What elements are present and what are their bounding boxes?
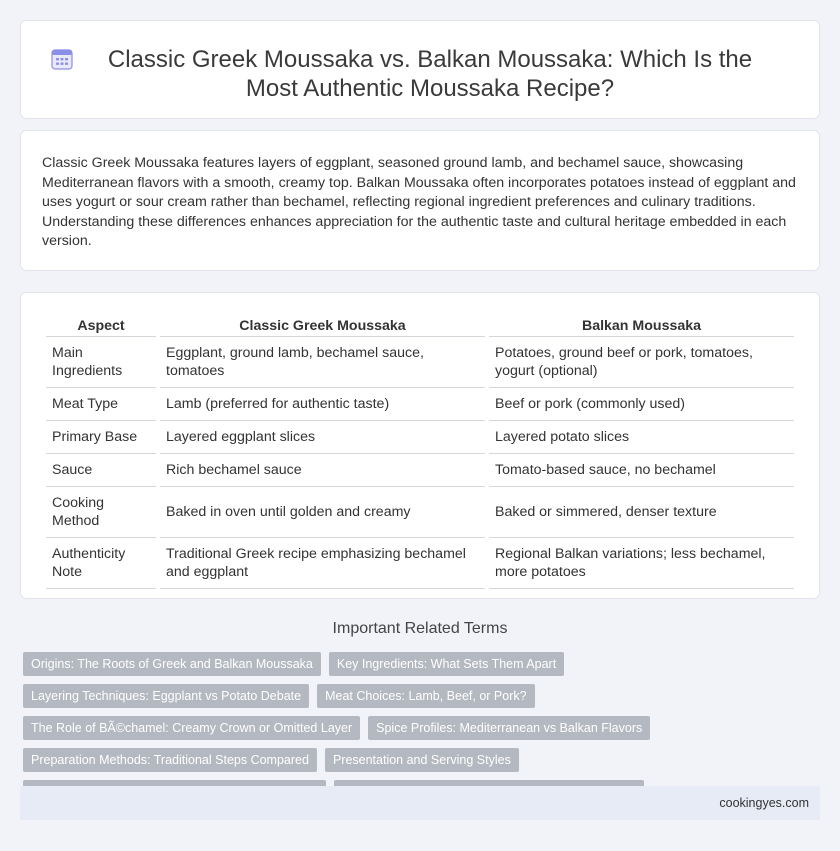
related-term-tag[interactable]: Spice Profiles: Mediterranean vs Balkan Flavors — [368, 716, 650, 740]
row-aspect: Authenticity Note — [46, 538, 156, 589]
related-term-tag[interactable]: Preparation Methods: Traditional Steps Compared — [23, 748, 317, 772]
row-aspect: Main Ingredients — [46, 337, 156, 388]
table-row — [46, 487, 794, 538]
table-row — [46, 337, 794, 388]
row-greek: Eggplant, ground lamb, bechamel sauce, tomatoes — [160, 337, 485, 388]
row-greek: Layered eggplant slices — [160, 421, 485, 454]
related-terms-list — [23, 652, 823, 804]
intro-card — [20, 130, 820, 271]
related-term-tag[interactable]: Layering Techniques: Eggplant vs Potato Debate — [23, 684, 309, 708]
table-row — [46, 388, 794, 421]
row-aspect: Cooking Method — [46, 487, 156, 538]
comparison-table-card — [20, 292, 820, 599]
related-term-tag[interactable]: Meat Choices: Lamb, Beef, or Pork? — [317, 684, 534, 708]
row-aspect: Sauce — [46, 454, 156, 487]
table-row — [46, 421, 794, 454]
table-row — [46, 454, 794, 487]
title-card — [20, 20, 820, 119]
row-greek: Lamb (preferred for authentic taste) — [160, 388, 485, 421]
row-greek: Traditional Greek recipe emphasizing bechamel and eggplant — [160, 538, 485, 589]
row-balkan: Layered potato slices — [489, 421, 794, 454]
header-balkan: Balkan Moussaka — [489, 315, 794, 337]
row-balkan: Tomato-based sauce, no bechamel — [489, 454, 794, 487]
related-term-tag[interactable]: Presentation and Serving Styles — [325, 748, 519, 772]
row-aspect: Meat Type — [46, 388, 156, 421]
header-aspect: Aspect — [46, 315, 156, 337]
row-aspect: Primary Base — [46, 421, 156, 454]
related-terms-heading: Important Related Terms — [332, 620, 508, 637]
row-balkan: Potatoes, ground beef or pork, tomatoes, yogurt (optional) — [489, 337, 794, 388]
table-row — [46, 538, 794, 589]
header-greek: Classic Greek Moussaka — [160, 315, 485, 337]
footer — [20, 786, 820, 820]
related-term-tag[interactable]: Key Ingredients: What Sets Them Apart — [329, 652, 564, 676]
row-greek: Rich bechamel sauce — [160, 454, 485, 487]
row-balkan: Baked or simmered, denser texture — [489, 487, 794, 538]
comparison-table — [42, 315, 798, 589]
intro-paragraph: Classic Greek Moussaka features layers of eggplant, seasoned ground lamb, and bechamel sauce, showcasing Mediterranean flavors with a smooth, creamy top. Balkan Moussaka often incorporates potatoes instead of eggplant and uses yogurt or sour cream rather than bechamel, reflecting regional ingredient preferences and culinary traditions. Understanding these differences enhances appreciation for the authentic taste and cultural heritage embedded in each version. — [42, 155, 796, 250]
row-balkan: Beef or pork (commonly used) — [489, 388, 794, 421]
site-name[interactable]: cookingyes.com — [719, 796, 809, 810]
row-greek: Baked in oven until golden and creamy — [160, 487, 485, 538]
table-header-row — [46, 315, 794, 337]
related-term-tag[interactable]: Origins: The Roots of Greek and Balkan Moussaka — [23, 652, 321, 676]
related-term-tag[interactable]: The Role of BÃ©chamel: Creamy Crown or Omitted Layer — [23, 716, 360, 740]
page-title: Classic Greek Moussaka vs. Balkan Moussaka: Which Is the Most Authentic Moussaka Recipe? — [107, 46, 753, 102]
row-balkan: Regional Balkan variations; less bechamel, more potatoes — [489, 538, 794, 589]
